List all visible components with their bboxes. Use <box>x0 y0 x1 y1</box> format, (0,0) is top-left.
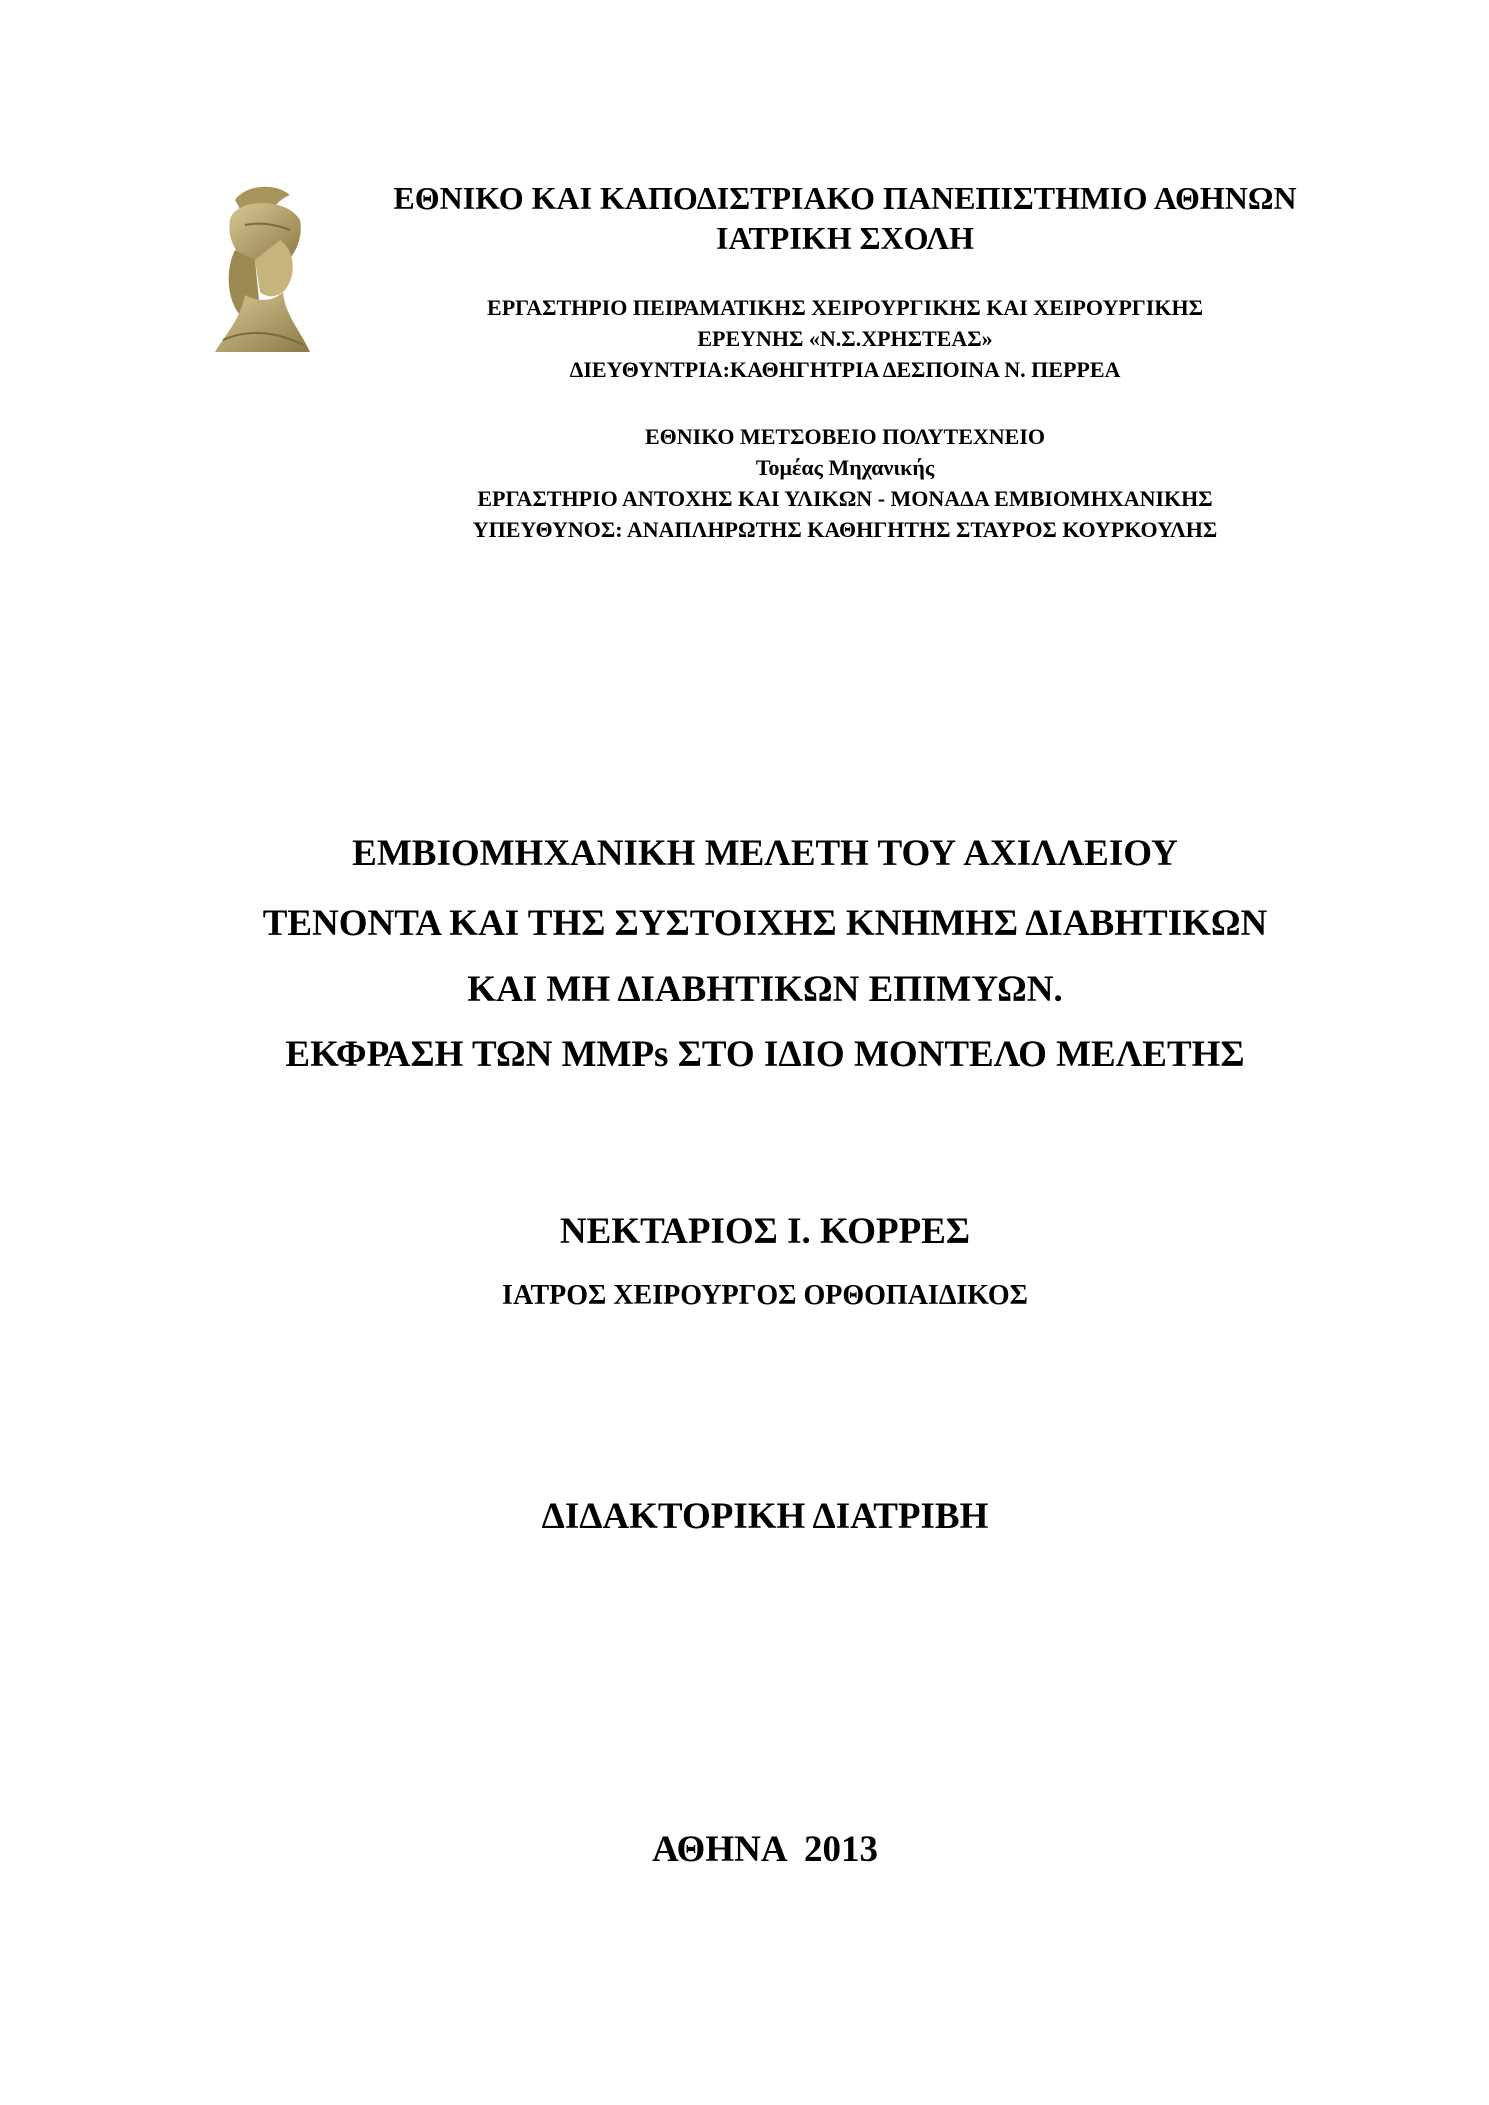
thesis-title-line2: ΤΕΝΟΝΤΑ ΚΑΙ ΤΗΣ ΣΥΣΤΟΙΧΗΣ ΚΝΗΜΗΣ ΔΙΑΒΗΤΙΚΩΝ <box>262 903 1268 944</box>
author-role: ΙΑΤΡΟΣ ΧΕΙΡΟΥΡΓΟΣ ΟΡΘΟΠΑΙΔΙΚΟΣ <box>502 1280 1028 1311</box>
department-name: Τομέας Μηχανικής <box>755 455 935 480</box>
lab-director: ΔΙΕΥΘΥΝΤΡΙΑ:ΚΑΘΗΓΗΤΡΙΑ ΔΕΣΠΟΙΝΑ Ν. ΠΕΡΡΕΑ <box>569 357 1121 382</box>
lab-name-line2: ΕΡΕΥΝΗΣ «Ν.Σ.ΧΡΗΣΤΕΑΣ» <box>697 326 993 351</box>
polytechnic-name: ΕΘΝΙΚΟ ΜΕΤΣΟΒΕΙΟ ΠΟΛΥΤΕΧΝΕΙΟ <box>644 424 1046 449</box>
thesis-title-line1: ΕΜΒΙΟΜΗΧΑΝΙΚΗ ΜΕΛΕΤΗ ΤΟΥ ΑΧΙΛΛΕΙΟΥ <box>352 833 1178 874</box>
thesis-title-line3: ΚΑΙ ΜΗ ΔΙΑΒΗΤΙΚΩΝ ΕΠΙΜΥΩΝ. <box>467 969 1063 1010</box>
school-name: ΙΑΤΡΙΚΗ ΣΧΟΛΗ <box>716 220 974 256</box>
lab2-responsible: ΥΠΕΥΘΥΝΟΣ: ΑΝΑΠΛΗΡΩΤΗΣ ΚΑΘΗΓΗΤΗΣ ΣΤΑΥΡΟΣ ΚΟΥΡΚΟΥΛΗΣ <box>472 517 1218 542</box>
athena-head-icon <box>205 180 320 355</box>
thesis-title-line4: ΕΚΦΡΑΣΗ ΤΩΝ MMPs ΣΤΟ ΙΔΙΟ ΜΟΝΤΕΛΟ ΜΕΛΕΤΗΣ <box>285 1034 1245 1075</box>
lab-name-line1: ΕΡΓΑΣΤΗΡΙΟ ΠΕΙΡΑΜΑΤΙΚΗΣ ΧΕΙΡΟΥΡΓΙΚΗΣ ΚΑΙ ΧΕΙΡΟΥΡΓΙΚΗΣ <box>487 295 1203 320</box>
author-name: ΝΕΚΤΑΡΙΟΣ Ι. ΚΟΡΡΕΣ <box>559 1211 971 1252</box>
lab2-name: ΕΡΓΑΣΤΗΡΙΟ ΑΝΤΟΧΗΣ ΚΑΙ ΥΛΙΚΩΝ - ΜΟΝΑΔΑ ΕΜΒΙΟΜΗΧΑΝΙΚΗΣ <box>477 486 1213 511</box>
place-year: ΑΘΗΝΑ 2013 <box>651 1829 879 1870</box>
document-type: ΔΙΔΑΚΤΟΡΙΚΗ ΔΙΑΤΡΙΒΗ <box>541 1496 989 1537</box>
university-name: ΕΘΝΙΚΟ ΚΑΙ ΚΑΠΟΔΙΣΤΡΙΑΚΟ ΠΑΝΕΠΙΣΤΗΜΙΟ ΑΘΗΝΩΝ <box>393 180 1297 216</box>
